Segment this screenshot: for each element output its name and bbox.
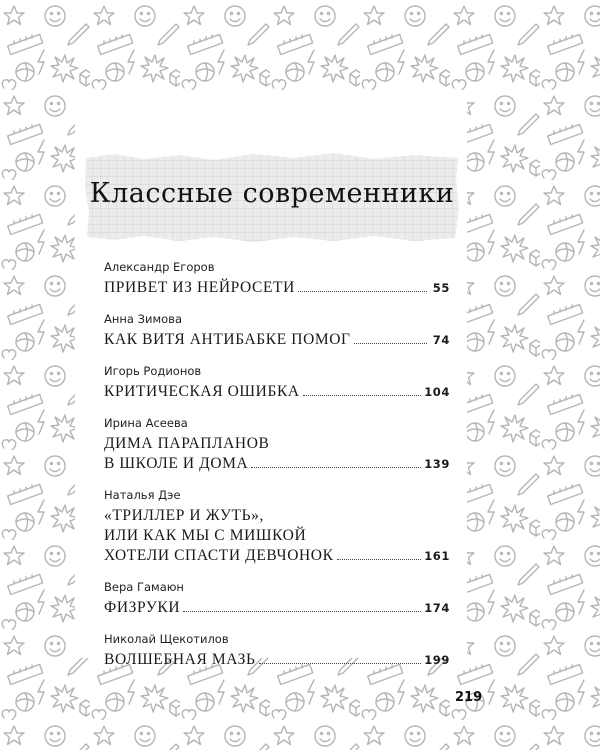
dot-leader xyxy=(354,343,427,344)
dot-leader xyxy=(303,395,421,396)
toc-story-title: ДИМА ПАРАПЛАНОВ xyxy=(104,435,270,452)
toc-page-number: 74 xyxy=(432,333,450,347)
toc-author: Александр Егоров xyxy=(104,260,215,274)
toc-story-title: ПРИВЕТ ИЗ НЕЙРОСЕТИ xyxy=(104,279,295,296)
toc-page-number: 161 xyxy=(424,549,450,563)
toc-page-number: 174 xyxy=(424,601,450,615)
toc-entry xyxy=(104,415,450,474)
toc-page-number: 104 xyxy=(424,385,450,399)
toc-title-line xyxy=(104,382,450,402)
toc-page-number: 199 xyxy=(424,653,450,667)
toc-story-title: КРИТИЧЕСКАЯ ОШИБКА xyxy=(104,383,300,400)
toc-page-number: 139 xyxy=(424,457,450,471)
folio-page-number: 219 xyxy=(455,690,483,705)
toc-title-line xyxy=(104,506,450,526)
toc-title-line xyxy=(104,278,450,298)
toc-story-title: ФИЗРУКИ xyxy=(104,599,181,616)
toc-story-title: «ТРИЛЛЕР И ЖУТЬ», xyxy=(104,507,264,524)
toc-title-line xyxy=(104,454,450,474)
section-title: Классные современники xyxy=(89,178,455,209)
toc-title-line xyxy=(104,526,450,546)
toc-author: Игорь Родионов xyxy=(104,364,202,378)
toc-entry xyxy=(104,363,450,402)
toc-story-title: КАК ВИТЯ АНТИБАБКЕ ПОМОГ xyxy=(104,331,351,348)
dot-leader xyxy=(259,663,422,664)
toc-author: Наталья Дэе xyxy=(104,488,181,502)
dot-leader xyxy=(337,559,422,560)
toc-story-title: В ШКОЛЕ И ДОМА xyxy=(104,455,249,472)
toc-title-line xyxy=(104,330,450,350)
toc-story-title: ВОЛШЕБНАЯ МАЗЬ xyxy=(104,651,256,668)
toc-story-title: ХОТЕЛИ СПАСТИ ДЕВЧОНОК xyxy=(104,547,334,564)
toc-title-line xyxy=(104,650,450,670)
toc-title-line xyxy=(104,546,450,566)
toc-page-number: 55 xyxy=(432,281,450,295)
toc-author: Анна Зимова xyxy=(104,312,182,326)
dot-leader xyxy=(251,467,421,468)
toc-entry xyxy=(104,631,450,670)
toc-entry xyxy=(104,259,450,298)
toc-title-line xyxy=(104,434,450,454)
toc-author: Николай Щекотилов xyxy=(104,632,229,646)
toc-title-line xyxy=(104,598,450,618)
toc-author: Ирина Асеева xyxy=(104,416,188,430)
toc-story-title: ИЛИ КАК МЫ С МИШКОЙ xyxy=(104,527,307,544)
toc-entry xyxy=(104,487,450,566)
table-of-contents xyxy=(104,259,450,683)
dot-leader xyxy=(183,611,421,612)
toc-entry xyxy=(104,579,450,618)
toc-entry xyxy=(104,311,450,350)
dot-leader xyxy=(298,291,427,292)
toc-author: Вера Гамаюн xyxy=(104,580,184,594)
